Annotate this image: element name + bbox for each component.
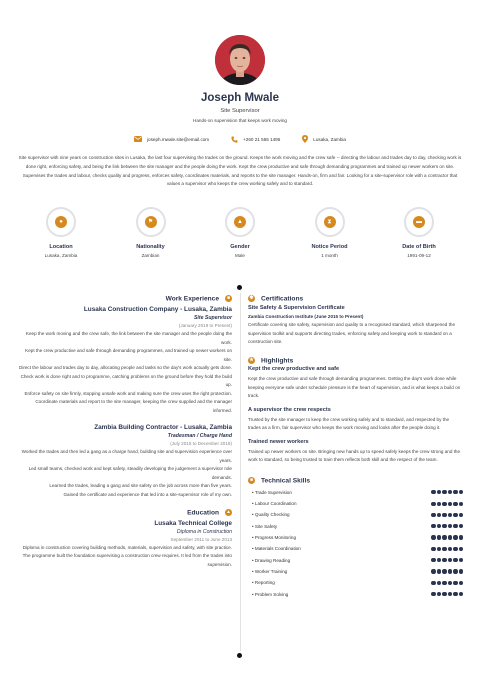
certificate-icon: ✱ (249, 295, 254, 301)
job-line: Led small teams, checked work and kept safety, steadily developing the judgement a supervisor role demands. (28, 466, 232, 480)
skill-level-dot (459, 535, 463, 539)
work-experience-title: Work Experience (165, 295, 219, 303)
job-entry (17, 424, 232, 499)
fact-value: 1 month (321, 253, 338, 258)
skill-name: • Problem Solving (252, 592, 288, 597)
skill-level-dot (431, 592, 435, 596)
skill-row (252, 498, 463, 509)
highlights-heading (248, 357, 463, 364)
job-line: Direct the labour and trades day to day, allocating people and tasks so the day's work actually gets done. (19, 365, 232, 371)
flag-icon: ⚑ (145, 216, 157, 228)
skill-name: • Trade Supervision (252, 490, 292, 495)
graduation-cap-icon: ▲ (226, 509, 231, 516)
skill-level-dot (459, 569, 463, 573)
skill-level-dot (431, 547, 435, 551)
job-title: Site Supervisor (193, 315, 232, 322)
skill-level-dot (437, 502, 441, 506)
skill-row (252, 543, 463, 554)
contact-phone-text: +260 21 555 1495 (243, 136, 281, 142)
skills-list (248, 487, 463, 600)
hourglass-icon: ⧗ (324, 216, 336, 228)
skill-level-dot (453, 513, 457, 517)
certification-meta: Zambia Construction Institute (June 2015 to Present) (248, 314, 364, 320)
job-line: Check work is done right and to programme, catching problems on the ground before they hold the build up. (20, 373, 232, 388)
skill-level-dot (442, 569, 446, 573)
skill-level-dot (459, 547, 463, 551)
fact-notice-period (294, 207, 366, 258)
skill-row (252, 521, 463, 532)
skill-level-dot (448, 490, 452, 494)
contact-location (302, 135, 346, 143)
job-company: Lusaka Construction Company - Lusaka, Zambia (83, 306, 232, 314)
highlight-item (248, 439, 463, 465)
skill-level-dot (448, 502, 452, 506)
skill-level-dot (437, 513, 441, 517)
job-line: Kept the crew productive and safe through demanding programmes, and trained up newer workers on site. (25, 348, 232, 362)
certification-text: Certificate covering site safety, supervision and quality to a recognised standard, which sharpened the supervision toolkit and supports directing trades, enforcing safety and keeping work to standard on a construction site. (248, 322, 456, 345)
skill-level-dot (459, 513, 463, 517)
fact-label: Location (49, 244, 73, 250)
contact-bar (0, 135, 480, 143)
skill-level-dot (431, 524, 435, 528)
skill-level-dot (448, 581, 452, 585)
technical-skills-heading (248, 477, 463, 484)
skill-level-dots (431, 592, 463, 596)
skill-level-dot (453, 558, 457, 562)
highlight-text: Trusted by the site manager to keep the crew working safely and to standard, and respected by the trades as a firm, fair supervisor who keeps the work moving and looks after the people doing it. (248, 416, 450, 430)
skill-level-dot (448, 592, 452, 596)
column-divider (240, 293, 241, 651)
education-text: Diploma in construction covering building methods, materials, supervision and safety, with site practice. The programme built the foundation supervising a construction crew requires. It led from the trades into supervision. (22, 544, 232, 567)
skill-level-dot (448, 547, 452, 551)
skill-name: • Drawing Reading (252, 558, 290, 563)
highlight-heading: Kept the crew productive and safe (248, 366, 340, 372)
skill-level-dots (431, 547, 463, 551)
certifications-title: Certifications (261, 295, 304, 303)
candidate-role: Site Supervisor (220, 108, 260, 114)
job-line: Gained the certificate and experience that led into a site-supervisor role of my own. (63, 491, 232, 497)
skill-row (252, 577, 463, 588)
fact-label: Nationality (136, 244, 165, 250)
candidate-name: Joseph Mwale (201, 92, 279, 104)
job-line: Worked the trades and then led a gang as a charge hand, building site and supervision experience over years. (21, 449, 232, 463)
skill-level-dot (459, 502, 463, 506)
skill-level-dot (453, 569, 457, 573)
job-dates: (January 2019 to Present) (178, 323, 232, 329)
fact-label: Notice Period (311, 244, 348, 250)
skill-name: • Labour Coordination (252, 501, 297, 506)
education-heading (17, 509, 232, 516)
skill-level-dot (442, 547, 446, 551)
skill-level-dot (453, 535, 457, 539)
avatar (215, 35, 265, 85)
highlight-item (248, 366, 463, 401)
education-title: Education (187, 509, 219, 517)
skill-level-dot (448, 558, 452, 562)
skill-level-dot (453, 581, 457, 585)
skill-level-dot (448, 524, 452, 528)
skill-row (252, 555, 463, 566)
highlight-heading: Trained newer workers (248, 438, 309, 445)
phone-icon (231, 136, 238, 143)
job-line: Coordinate materials and report to the site manager, keeping the crew supplied and the manager informed. (35, 399, 232, 413)
fact-value: Zambian (141, 253, 160, 258)
job-entry (17, 306, 232, 415)
certification-name: Site Safety & Supervision Certificate (248, 305, 345, 312)
skill-level-dot (431, 581, 435, 585)
skill-level-dot (448, 535, 452, 539)
highlights-title: Highlights (261, 357, 294, 364)
skill-level-dot (431, 490, 435, 494)
fact-value: Male (235, 253, 245, 258)
skill-level-dot (459, 581, 463, 585)
skill-row (252, 509, 463, 520)
skill-level-dot (459, 490, 463, 494)
skill-name: • Quality Checking (252, 512, 290, 517)
location-icon: ● (55, 216, 67, 228)
section-divider-dot (237, 285, 242, 290)
skill-level-dot (453, 502, 457, 506)
skill-level-dot (442, 524, 446, 528)
skill-row (252, 566, 463, 577)
skill-level-dot (437, 558, 441, 562)
contact-phone[interactable] (231, 136, 280, 143)
skill-level-dots (431, 535, 463, 539)
skill-level-dots (431, 581, 463, 585)
summary-text: Site supervisor with nine years on construction sites in Lusaka, the last four supervising the trades on the ground. Keeps the work moving and the crew safe -- directing the labour and trades day to day, checking work is done right, enforcing safety, and being the link between the site manager and the people doing the work. Kept the crew productive and safe through demanding programmes and trained up newer workers on site. Supervises the trades and labour, checks quality and progress, enforces safety, coordinates materials, and reports to the site manager. Hands-on, firm and fair. Looking for a site-supervisor role with a contractor that values a supervisor who keeps the crew working safely and to standard. (18, 155, 462, 187)
skill-level-dot (431, 569, 435, 573)
skill-level-dots (431, 524, 463, 528)
fact-label: Date of Birth (402, 244, 436, 250)
contact-location-text: Lusaka, Zambia (313, 136, 346, 142)
skill-level-dot (437, 490, 441, 494)
fact-value: Lusaka, Zambia (44, 253, 78, 258)
highlight-text: Kept the crew productive and safe through demanding programmes. Getting the day's work done while keeping everyone safe under schedule pressure is the heart of supervision, and is what keeps a build on track. (248, 376, 461, 398)
skill-row (252, 588, 463, 599)
person-icon: ▲ (234, 216, 246, 228)
technical-skills-title: Technical Skills (261, 476, 310, 484)
skill-level-dot (442, 581, 446, 585)
fact-value: 1991-09-12 (407, 253, 431, 258)
skill-level-dots (431, 513, 463, 517)
skill-name: • Progress Monitoring (252, 535, 296, 540)
certifications-heading (248, 295, 463, 302)
education-school: Lusaka Technical College (154, 519, 232, 527)
fact-nationality (115, 207, 187, 258)
skill-level-dot (442, 513, 446, 517)
skill-row (252, 532, 463, 543)
work-experience-heading (17, 295, 232, 302)
star-icon: ★ (249, 356, 254, 363)
highlight-text: Trained up newer workers on site. Bringing new hands up to speed safely keeps the crew strong and the work to standard, so being trusted to train them reflects both skill and the respect of the team. (248, 448, 461, 462)
skill-row (252, 487, 463, 498)
right-column (248, 295, 463, 600)
contact-email[interactable] (134, 136, 209, 142)
skill-level-dot (453, 547, 457, 551)
job-company: Zambia Building Contractor - Lusaka, Zambia (94, 424, 232, 432)
job-title: Tradesman / Charge Hand (167, 433, 232, 440)
skill-name: • Materials Coordination (252, 546, 301, 551)
mail-icon (134, 136, 142, 142)
highlight-heading: A supervisor the crew respects (248, 406, 331, 413)
contact-email-text: joseph.mwale.site@email.com (147, 136, 210, 142)
skill-level-dot (431, 513, 435, 517)
skill-level-dots (431, 569, 463, 573)
skill-name: • Worker Training (252, 569, 287, 574)
skill-level-dot (431, 535, 435, 539)
facts-row (25, 207, 455, 258)
skill-level-dot (437, 535, 441, 539)
education-dates: September 2011 to June 2013 (170, 536, 232, 542)
skill-level-dot (459, 524, 463, 528)
job-line: Learned the trades, leading a gang and site safety on the job across more than five years. (49, 483, 232, 489)
briefcase-icon: ■ (226, 295, 231, 301)
skill-level-dot (459, 592, 463, 596)
skill-level-dots (431, 558, 463, 562)
cake-icon: ▬ (413, 216, 425, 228)
skill-level-dot (448, 569, 452, 573)
skill-level-dot (431, 502, 435, 506)
job-dates: (July 2015 to December 2018) (170, 441, 232, 447)
skill-level-dots (431, 490, 463, 494)
job-line: Enforce safety on site firmly, stopping unsafe work and making sure the crew uses the right protection. (24, 390, 232, 396)
skill-name: • Reporting (252, 580, 275, 585)
highlight-item (248, 407, 463, 433)
skill-level-dot (442, 490, 446, 494)
fact-gender (204, 207, 276, 258)
skill-level-dot (453, 490, 457, 494)
education-degree: Diploma in Construction (176, 528, 232, 535)
skill-level-dot (437, 547, 441, 551)
skill-level-dot (437, 581, 441, 585)
job-line: Keep the work moving and the crew safe, the link between the site manager and the people doing the work. (25, 331, 232, 345)
skill-level-dot (437, 592, 441, 596)
left-column (17, 295, 232, 569)
map-pin-icon (302, 135, 308, 143)
skill-level-dot (442, 535, 446, 539)
fact-label: Gender (230, 244, 250, 250)
skill-level-dot (442, 558, 446, 562)
skill-level-dot (442, 592, 446, 596)
fact-date-of-birth (383, 207, 455, 258)
skill-level-dot (442, 502, 446, 506)
skill-level-dot (448, 513, 452, 517)
skill-level-dots (431, 502, 463, 506)
skill-level-dot (453, 592, 457, 596)
section-divider-dot (237, 653, 242, 658)
skill-level-dot (437, 524, 441, 528)
skill-name: • Site Safety (252, 524, 277, 529)
skill-level-dot (453, 524, 457, 528)
skill-level-dot (459, 558, 463, 562)
skill-level-dot (437, 569, 441, 573)
candidate-tagline: Hands-on supervision that keeps work moving (193, 118, 287, 123)
fact-location (25, 207, 97, 258)
skill-level-dot (431, 558, 435, 562)
toolbox-icon: ■ (249, 476, 254, 483)
